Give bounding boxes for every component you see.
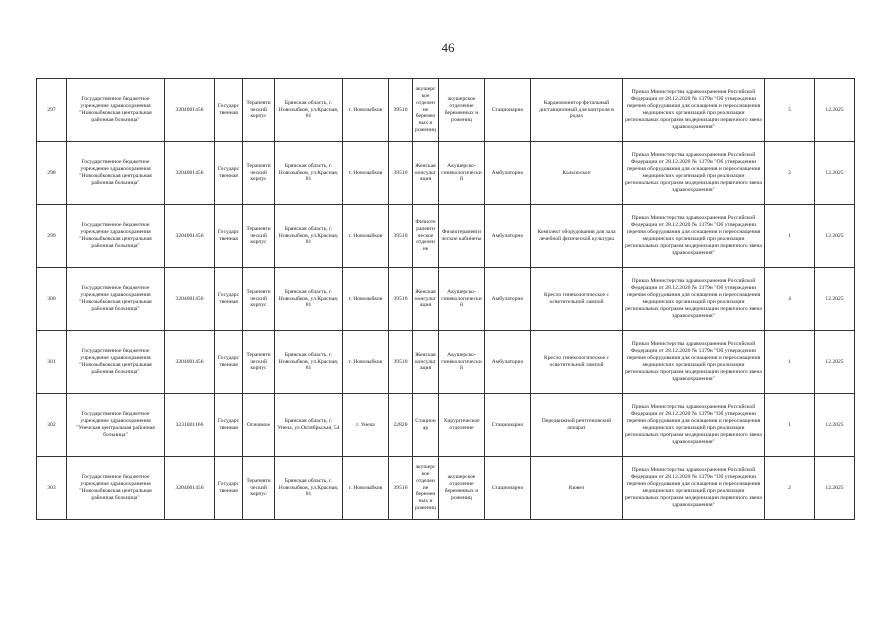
deadline: 12.2025 xyxy=(815,142,855,205)
organization-name: Государственное бюджетное учреждение здравоохранения "Новозыбковская центральная районная больница" xyxy=(67,79,165,142)
row-number: 297 xyxy=(37,79,67,142)
inn-code: 3204001456 xyxy=(165,268,215,331)
quantity: 5 xyxy=(765,79,815,142)
table-row xyxy=(37,268,855,331)
building-name: Терапевтический корпус xyxy=(243,457,275,520)
quantity: 2 xyxy=(765,457,815,520)
table-row xyxy=(37,331,855,394)
territory-code: 22820 xyxy=(389,394,413,457)
unit: Акушерско-гинекологический xyxy=(439,142,485,205)
page-number: 46 xyxy=(441,40,455,55)
table-row xyxy=(37,394,855,457)
building-name: Основное xyxy=(243,394,275,457)
quantity: 4 xyxy=(765,268,815,331)
legal-basis: Приказ Министерства здравоохранения Российской Федерации от 28.12.2020 № 1379н "Об утверждении перечня оборудования для оснащения и переоснащения медицинских организаций при реализации региональных программ модернизации первичного звена здравоохранения" xyxy=(623,268,765,331)
equipment-name: Комплект оборудования для зала лечебной физической культуры xyxy=(531,205,623,268)
department: акушерское отделение беременных и рожениц xyxy=(413,79,439,142)
city: г. Новозыбков xyxy=(343,205,389,268)
quantity: 1 xyxy=(765,394,815,457)
building-name: Терапевтический корпус xyxy=(243,142,275,205)
address: Брянская область, г. Новозыбков, ул.Красная, 81 xyxy=(275,457,343,520)
address: Брянская область, г. Новозыбков, ул.Красная, 81 xyxy=(275,79,343,142)
legal-basis: Приказ Министерства здравоохранения Российской Федерации от 28.12.2020 № 1379н "Об утверждении перечня оборудования для оснащения и переоснащения медицинских организаций при реализации региональных программ модернизации первичного звена здравоохранения" xyxy=(623,331,765,394)
unit: акушерское отделение беременных и рожениц xyxy=(439,457,485,520)
care-type: Амбулаторно xyxy=(485,268,531,331)
care-type: Стационарно xyxy=(485,79,531,142)
organization-name: Государственное бюджетное учреждение здравоохранения "Новозыбковская центральная районная больница" xyxy=(67,205,165,268)
inn-code: 3204001456 xyxy=(165,79,215,142)
quantity: 1 xyxy=(765,205,815,268)
ownership-form: Государственная xyxy=(215,79,243,142)
deadline: 12.2025 xyxy=(815,205,855,268)
row-number: 299 xyxy=(37,205,67,268)
organization-name: Государственное бюджетное учреждение здравоохранения "Новозыбковская центральная районная больница" xyxy=(67,457,165,520)
equipment-name: Передвижной рентгеновский аппарат xyxy=(531,394,623,457)
ownership-form: Государственная xyxy=(215,394,243,457)
city: г. Новозыбков xyxy=(343,457,389,520)
quantity: 1 xyxy=(765,331,815,394)
care-type: Амбулаторно xyxy=(485,142,531,205)
quantity: 2 xyxy=(765,142,815,205)
care-type: Амбулаторно xyxy=(485,205,531,268)
table-row xyxy=(37,142,855,205)
organization-name: Государственное бюджетное учреждение здравоохранения "Новозыбковская центральная районная больница" xyxy=(67,268,165,331)
address: Брянская область, г. Новозыбков, ул.Красная, 81 xyxy=(275,205,343,268)
unit: Акушерско-гинекологический xyxy=(439,268,485,331)
building-name: Терапевтический корпус xyxy=(243,268,275,331)
territory-code: 39510 xyxy=(389,331,413,394)
legal-basis: Приказ Министерства здравоохранения Российской Федерации от 28.12.2020 № 1379н "Об утверждении перечня оборудования для оснащения и переоснащения медицинских организаций при реализации региональных программ модернизации первичного звена здравоохранения" xyxy=(623,79,765,142)
table-row xyxy=(37,205,855,268)
address: Брянская область, г. Новозыбков, ул.Красная, 81 xyxy=(275,268,343,331)
building-name: Терапевтический корпус xyxy=(243,79,275,142)
territory-code: 39510 xyxy=(389,268,413,331)
territory-code: 39510 xyxy=(389,142,413,205)
legal-basis: Приказ Министерства здравоохранения Российской Федерации от 28.12.2020 № 1379н "Об утверждении перечня оборудования для оснащения и переоснащения медицинских организаций при реализации региональных программ модернизации первичного звена здравоохранения" xyxy=(623,205,765,268)
legal-basis: Приказ Министерства здравоохранения Российской Федерации от 28.12.2020 № 1379н "Об утверждении перечня оборудования для оснащения и переоснащения медицинских организаций при реализации региональных программ модернизации первичного звена здравоохранения" xyxy=(623,142,765,205)
address: Брянская область, г. Новозыбков, ул.Красная, 81 xyxy=(275,142,343,205)
inn-code: 3204001456 xyxy=(165,205,215,268)
department: акушерское отделение беременных и рожениц xyxy=(413,457,439,520)
deadline: 12.2025 xyxy=(815,79,855,142)
unit: акушерское отделение беременных и рожениц xyxy=(439,79,485,142)
equipment-name: Кювез xyxy=(531,457,623,520)
territory-code: 39510 xyxy=(389,457,413,520)
row-number: 301 xyxy=(37,331,67,394)
building-name: Терапевтический корпус xyxy=(243,205,275,268)
care-type: Стационарно xyxy=(485,457,531,520)
territory-code: 39510 xyxy=(389,205,413,268)
inn-code: 3204001456 xyxy=(165,457,215,520)
city: г. Новозыбков xyxy=(343,79,389,142)
table-row xyxy=(37,79,855,142)
unit: Хирургическое отделение xyxy=(439,394,485,457)
department: Женская консультация xyxy=(413,268,439,331)
ownership-form: Государственная xyxy=(215,142,243,205)
care-type: Амбулаторно xyxy=(485,331,531,394)
inn-code: 3204001456 xyxy=(165,142,215,205)
city: г. Новозыбков xyxy=(343,268,389,331)
equipment-name: Кардиомонитор фетальный дистанционный для контроля в родах xyxy=(531,79,623,142)
deadline: 12.2025 xyxy=(815,268,855,331)
unit: Физиотерапевтические кабинеты xyxy=(439,205,485,268)
city: г. Унеча xyxy=(343,394,389,457)
ownership-form: Государственная xyxy=(215,331,243,394)
legal-basis: Приказ Министерства здравоохранения Российской Федерации от 28.12.2020 № 1379н "Об утверждении перечня оборудования для оснащения и переоснащения медицинских организаций при реализации региональных программ модернизации первичного звена здравоохранения" xyxy=(623,457,765,520)
department: Стационар xyxy=(413,394,439,457)
row-number: 303 xyxy=(37,457,67,520)
address: Брянская область, г. Унеча, ул.Октябрьская, 54 xyxy=(275,394,343,457)
row-number: 298 xyxy=(37,142,67,205)
department: Женская консультация xyxy=(413,142,439,205)
inn-code: 3231001166 xyxy=(165,394,215,457)
table-row xyxy=(37,457,855,520)
ownership-form: Государственная xyxy=(215,268,243,331)
department: Женская консультация xyxy=(413,331,439,394)
legal-basis: Приказ Министерства здравоохранения Российской Федерации от 28.12.2020 № 1379н "Об утверждении перечня оборудования для оснащения и переоснащения медицинских организаций при реализации региональных программ модернизации первичного звена здравоохранения" xyxy=(623,394,765,457)
building-name: Терапевтический корпус xyxy=(243,331,275,394)
table-body xyxy=(37,79,855,520)
ownership-form: Государственная xyxy=(215,205,243,268)
territory-code: 39510 xyxy=(389,79,413,142)
care-type: Стационарно xyxy=(485,394,531,457)
deadline: 12.2025 xyxy=(815,394,855,457)
row-number: 300 xyxy=(37,268,67,331)
ownership-form: Государственная xyxy=(215,457,243,520)
inn-code: 3204001456 xyxy=(165,331,215,394)
row-number: 302 xyxy=(37,394,67,457)
address: Брянская область, г. Новозыбков, ул.Красная, 81 xyxy=(275,331,343,394)
unit: Акушерско-гинекологический xyxy=(439,331,485,394)
organization-name: Государственное бюджетное учреждение здравоохранения "Унечская центральная районная больница" xyxy=(67,394,165,457)
organization-name: Государственное бюджетное учреждение здравоохранения "Новозыбковская центральная районная больница" xyxy=(67,142,165,205)
equipment-name: Кресло гинекологическое с осветительной лампой xyxy=(531,268,623,331)
city: г. Новозыбков xyxy=(343,142,389,205)
deadline: 12.2025 xyxy=(815,457,855,520)
equipment-name: Кольпоскоп xyxy=(531,142,623,205)
city: г. Новозыбков xyxy=(343,331,389,394)
equipment-table xyxy=(36,78,855,520)
department: Физиотерапевтическое отделение xyxy=(413,205,439,268)
organization-name: Государственное бюджетное учреждение здравоохранения "Новозыбковская центральная районная больница" xyxy=(67,331,165,394)
deadline: 12.2025 xyxy=(815,331,855,394)
equipment-name: Кресло гинекологическое с осветительной лампой xyxy=(531,331,623,394)
